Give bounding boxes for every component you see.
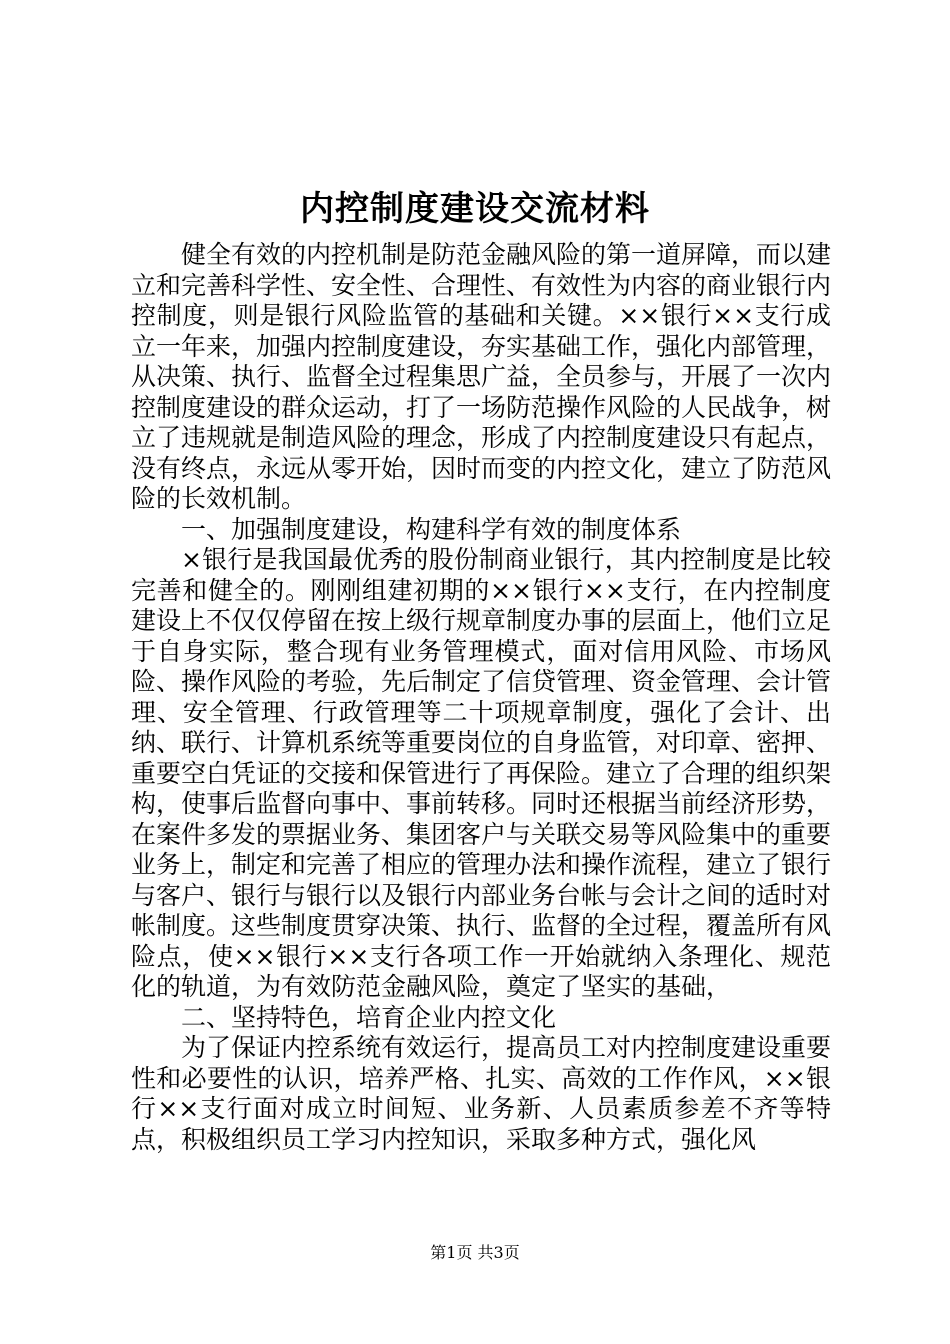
section-2-paragraph: 为了保证内控系统有效运行，提高员工对内控制度建设重要性和必要性的认识，培养严格、扎实、高效的工作作风，××银行××支行面对成立时间短、业务新、人员素质参差不齐等特点，积极组织员工学习内控知识，采取多种方式，强化风 — [131, 1033, 832, 1154]
intro-paragraph: 健全有效的内控机制是防范金融风险的第一道屏障，而以建立和完善科学性、安全性、合理性、有效性为内容的商业银行内控制度，则是银行风险监管的基础和关键。××银行××支行成立一年来，加强内控制度建设，夯实基础工作，强化内部管理，从决策、执行、监督全过程集思广益，全员参与，开展了一次内控制度建设的群众运动，打了一场防范操作风险的人民战争，树立了违规就是制造风险的理念，形成了内控制度建设只有起点，没有终点，永远从零开始，因时而变的内控文化，建立了防范风险的长效机制。 — [131, 240, 832, 513]
document-body — [131, 240, 831, 1155]
section-heading-2: 二、坚持特色，培育企业内控文化 — [181, 1002, 557, 1032]
document-title: 内控制度建设交流材料 — [300, 189, 650, 229]
section-1-paragraph: ×银行是我国最优秀的股份制商业银行，其内控制度是比较完善和健全的。刚刚组建初期的××银行××支行，在内控制度建设上不仅仅停留在按上级行规章制度办事的层面上，他们立足于自身实际，整合现有业务管理模式，面对信用风险、市场风险、操作风险的考验，先后制定了信贷管理、资金管理、会计管理、安全管理、行政管理等二十项规章制度，强化了会计、出纳、联行、计算机系统等重要岗位的自身监管，对印章、密押、重要空白凭证的交接和保管进行了再保险。建立了合理的组织架构，使事后监督向事中、事前转移。同时还根据当前经济形势，在案件多发的票据业务、集团客户与关联交易等风险集中的重要业务上，制定和完善了相应的管理办法和操作流程，建立了银行与客户、银行与银行以及银行内部业务台帐与会计之间的适时对帐制度。这些制度贯穿决策、执行、监督的全过程，覆盖所有风险点，使××银行××支行各项工作一开始就纳入条理化、规范化的轨道，为有效防范金融风险，奠定了坚实的基础， — [131, 545, 832, 1001]
section-heading-1: 一、加强制度建设，构建科学有效的制度体系 — [181, 514, 682, 544]
page-number-footer: 第1页 共3页 — [430, 1243, 520, 1262]
